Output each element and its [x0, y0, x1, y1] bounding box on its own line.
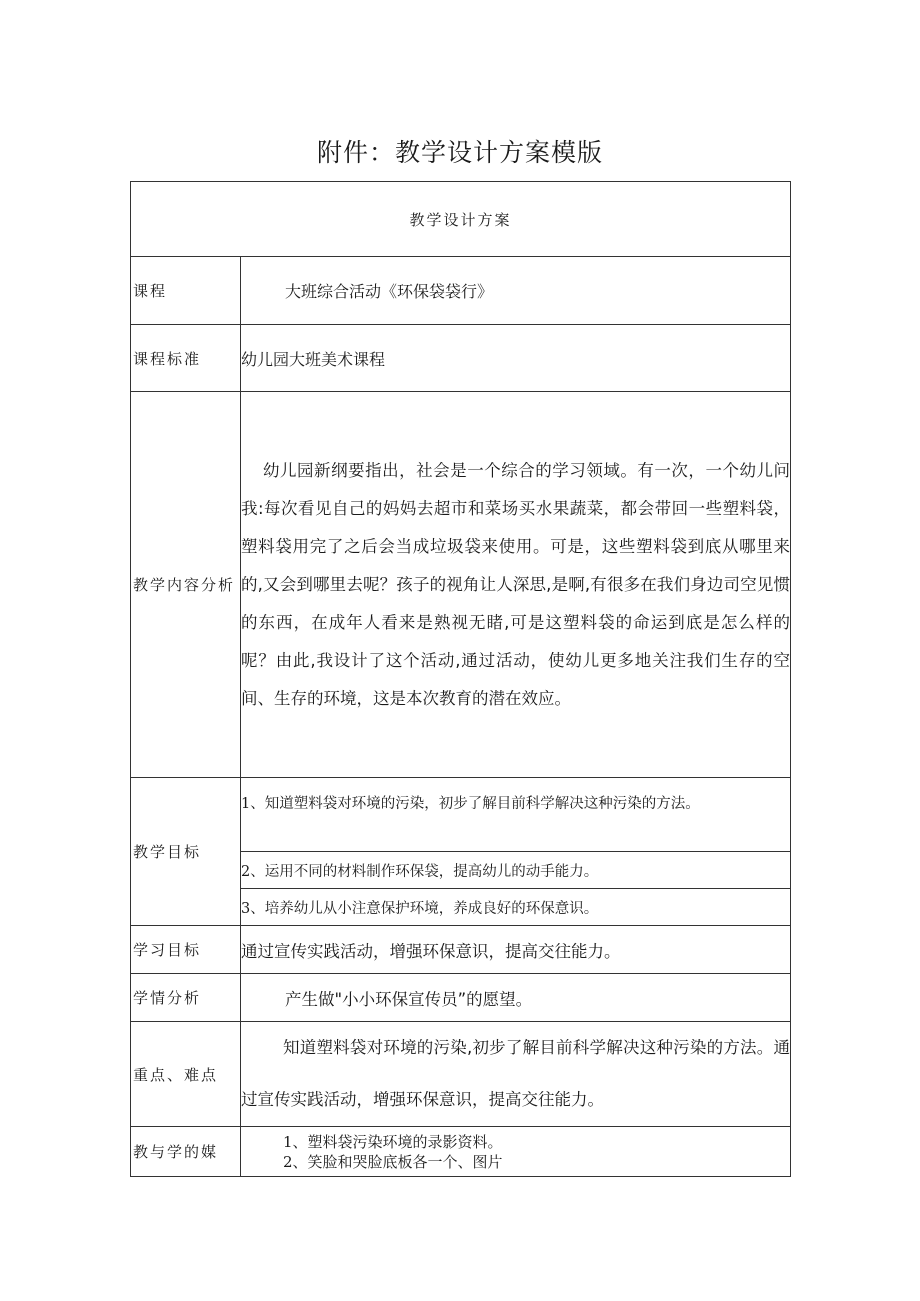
keypoints-cell — [241, 1022, 791, 1127]
media-row — [131, 1127, 791, 1177]
learning-row — [131, 926, 791, 974]
media-item: 1、塑料袋污染环境的录影资料。 — [283, 1132, 503, 1151]
media-label: 教与学的媒 — [131, 1127, 241, 1177]
objective-item: 3、培养幼儿从小注意保护环境，养成良好的环保意识。 — [241, 889, 791, 926]
standard-value: 幼儿园大班美术课程 — [241, 325, 791, 392]
course-value: 大班综合活动《环保袋袋行》 — [241, 257, 791, 325]
standard-label: 课程标准 — [131, 325, 241, 392]
keypoints-label: 重点、难点 — [131, 1022, 241, 1127]
objective-row-1 — [131, 778, 791, 852]
situation-value: 产生做"小小环保宣传员”的愿望。 — [241, 974, 791, 1022]
objective-item: 2、运用不同的材料制作环保袋，提高幼儿的动手能力。 — [241, 852, 791, 889]
learning-value: 通过宣传实践活动，增强环保意识，提高交往能力。 — [241, 926, 791, 974]
content-label: 教学内容分析 — [131, 392, 241, 778]
objectives-label: 教学目标 — [131, 778, 241, 926]
media-cell — [241, 1127, 791, 1177]
situation-row — [131, 974, 791, 1022]
course-label: 课程 — [131, 257, 241, 325]
content-text: 幼儿园新纲要指出，社会是一个综合的学习领域。有一次，一个幼儿问我:每次看见自己的妈妈去超市和菜场买水果蔬菜，都会带回一些塑料袋，塑料袋用完了之后会当成垃圾袋来使用。可是，这些塑料袋到底从哪里来的,又会到哪里去呢？孩子的视角让人深思,是啊,有很多在我们身边司空见惯的东西，在成年人看来是熟视无睹,可是这塑料袋的命运到底是怎么样的呢？由此,我设计了这个活动,通过活动，使幼儿更多地关注我们生存的空间、生存的环境，这是本次教育的潜在效应。 — [241, 460, 791, 708]
situation-label: 学情分析 — [131, 974, 241, 1022]
content-row — [131, 392, 791, 778]
keypoints-row — [131, 1022, 791, 1127]
page-title: 附件：教学设计方案模版 — [316, 138, 603, 167]
keypoints-text: 知道塑料袋对环境的污染,初步了解目前科学解决这种污染的方法。通过宣传实践活动，增强环保意识，提高交往能力。 — [241, 1038, 791, 1109]
media-item: 2、笑脸和哭脸底板各一个、图片 — [283, 1152, 503, 1171]
table-header: 教学设计方案 — [131, 182, 791, 257]
learning-label: 学习目标 — [131, 926, 241, 974]
content-cell — [241, 392, 791, 778]
standard-row — [131, 325, 791, 392]
table-header-row — [131, 182, 791, 257]
objective-item: 1、知道塑料袋对环境的污染，初步了解目前科学解决这种污染的方法。 — [241, 778, 791, 852]
course-row — [131, 257, 791, 325]
lesson-plan-table — [130, 181, 791, 1177]
